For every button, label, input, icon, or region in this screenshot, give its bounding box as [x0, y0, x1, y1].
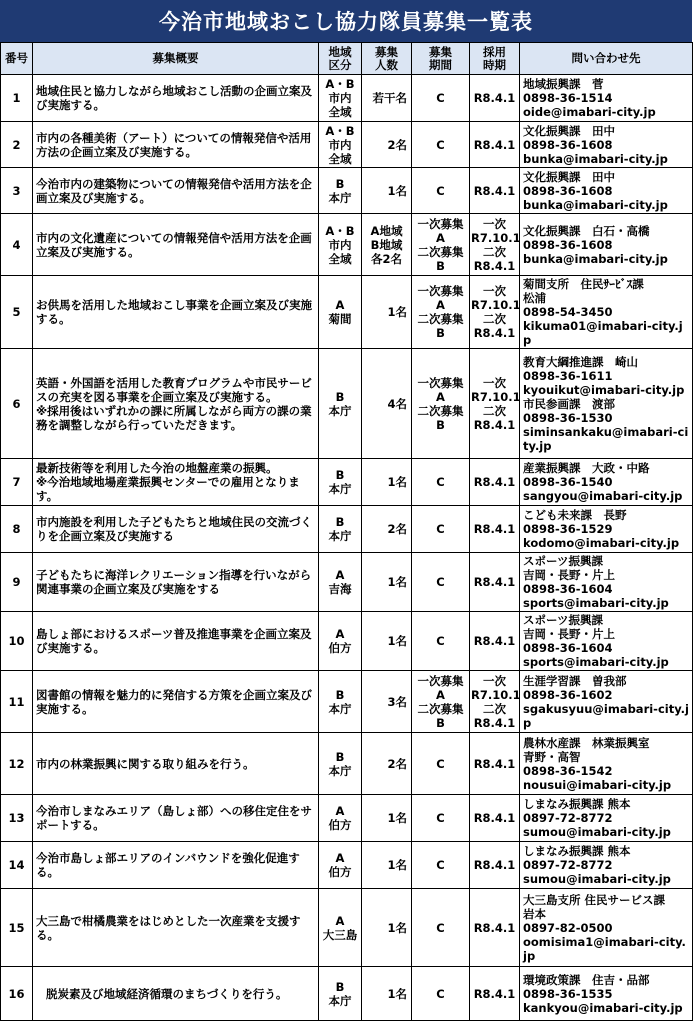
row-hire: R8.4.1 [470, 553, 520, 612]
header-period: 募集 期間 [412, 43, 470, 75]
row-summary: お供馬を活用した地域おこし事業を企画立案及び実施する。 [33, 276, 319, 349]
row-count: 1名 [362, 276, 412, 349]
row-count: 若干名 [362, 75, 412, 122]
row-period: 一次募集 A 二次募集 B [412, 214, 470, 276]
header-contact: 問い合わせ先 [520, 43, 693, 75]
row-contact: 大三島支所 住民サービス課 岩本 0897-82-0500 oomisima1@imabari-city.jp [520, 889, 693, 967]
row-summary: 脱炭素及び地域経済循環のまちづくりを行う。 [33, 967, 319, 1021]
row-region: B 本庁 [319, 349, 362, 459]
table-row [1, 889, 693, 967]
row-hire: R8.4.1 [470, 842, 520, 889]
row-region: A・B 市内 全域 [319, 214, 362, 276]
row-hire: R8.4.1 [470, 75, 520, 122]
row-region: B 本庁 [319, 459, 362, 506]
row-count: 1名 [362, 967, 412, 1021]
row-summary: 今治市島しょ部エリアのインバウンドを強化促進する。 [33, 842, 319, 889]
row-hire: 一次 R7.10.1 二次 R8.4.1 [470, 349, 520, 459]
row-contact: 地域振興課 菅 0898-36-1514 oide@imabari-city.jp [520, 75, 693, 122]
header-no: 番号 [1, 43, 33, 75]
row-region: A・B 市内 全域 [319, 75, 362, 122]
row-summary: 市内の文化遺産についての情報発信や活用方法を企画立案及び実施する。 [33, 214, 319, 276]
row-period: C [412, 168, 470, 214]
header-hire: 採用 時期 [470, 43, 520, 75]
row-summary: 今治市内の建築物についての情報発信や活用方法を企画立案及び実施する。 [33, 168, 319, 214]
row-region: A 伯方 [319, 795, 362, 842]
table-row [1, 459, 693, 506]
row-number: 4 [1, 214, 33, 276]
row-period: C [412, 506, 470, 553]
row-number: 15 [1, 889, 33, 967]
row-number: 16 [1, 967, 33, 1021]
row-region: A 伯方 [319, 612, 362, 671]
row-region: B 本庁 [319, 671, 362, 733]
row-region: B 本庁 [319, 168, 362, 214]
table-header-row [1, 43, 693, 75]
row-period: C [412, 75, 470, 122]
row-summary: 市内施設を利用した子どもたちと地域住民の交流づくりを企画立案及び実施する [33, 506, 319, 553]
row-region: B 本庁 [319, 967, 362, 1021]
row-hire: R8.4.1 [470, 506, 520, 553]
row-number: 1 [1, 75, 33, 122]
row-contact: 文化振興課 田中 0898-36-1608 bunka@imabari-city.jp [520, 168, 693, 214]
table-row [1, 506, 693, 553]
row-count: 3名 [362, 671, 412, 733]
row-count: 2名 [362, 122, 412, 168]
row-contact: 文化振興課 田中 0898-36-1608 bunka@imabari-city.jp [520, 122, 693, 168]
row-period: 一次募集 A 二次募集 B [412, 276, 470, 349]
row-hire: R8.4.1 [470, 889, 520, 967]
row-period: C [412, 733, 470, 795]
row-contact: こども未来課 長野 0898-36-1529 kodomo@imabari-city.jp [520, 506, 693, 553]
row-number: 3 [1, 168, 33, 214]
row-count: 1名 [362, 889, 412, 967]
row-period: C [412, 459, 470, 506]
row-hire: R8.4.1 [470, 733, 520, 795]
table-row [1, 349, 693, 459]
header-region: 地域 区分 [319, 43, 362, 75]
row-summary: 子どもたちに海洋レクリエーション指導を行いながら関連事業の企画立案及び実施をする [33, 553, 319, 612]
row-period: C [412, 842, 470, 889]
row-hire: 一次 R7.10.1 二次 R8.4.1 [470, 671, 520, 733]
row-contact: 産業振興課 大政・中路 0898-36-1540 sangyou@imabari-city.jp [520, 459, 693, 506]
table-row [1, 671, 693, 733]
row-contact: 農林水産課 林業振興室 青野・高智 0898-36-1542 nousui@imabari-city.jp [520, 733, 693, 795]
row-count: 1名 [362, 612, 412, 671]
row-number: 14 [1, 842, 33, 889]
row-number: 8 [1, 506, 33, 553]
page-title: 今治市地域おこし協力隊員募集一覧表 [0, 0, 692, 42]
row-region: A・B 市内 全域 [319, 122, 362, 168]
row-number: 5 [1, 276, 33, 349]
row-summary: 市内の林業振興に関する取り組みを行う。 [33, 733, 319, 795]
row-period: C [412, 889, 470, 967]
row-hire: R8.4.1 [470, 122, 520, 168]
row-count: 1名 [362, 459, 412, 506]
row-summary: 市内の各種美術（アート）についての情報発信や活用方法の企画立案及び実施する。 [33, 122, 319, 168]
row-number: 6 [1, 349, 33, 459]
row-period: 一次募集 A 二次募集 B [412, 349, 470, 459]
row-count: 4名 [362, 349, 412, 459]
row-summary: 最新技術等を利用した今治の地盤産業の振興。 ※今治地域地場産業振興センターでの雇用となります。 [33, 459, 319, 506]
row-count: 1名 [362, 553, 412, 612]
row-hire: R8.4.1 [470, 459, 520, 506]
row-number: 10 [1, 612, 33, 671]
row-region: A 吉海 [319, 553, 362, 612]
row-summary: 英語・外国語を活用した教育プログラムや市民サービスの充実を図る事業を企画立案及び実施する。 ※採用後はいずれかの課に所属しながら両方の課の業務を調整しながら行っていただきます。 [33, 349, 319, 459]
row-contact: 教育大綱推進課 崎山 0898-36-1611 kyouikut@imabari-city.jp 市民参画課 渡部 0898-36-1530 siminsankaku@imabari-city.jp [520, 349, 693, 459]
table-row [1, 168, 693, 214]
row-number: 12 [1, 733, 33, 795]
row-contact: スポーツ振興課 吉岡・長野・片上 0898-36-1604 sports@imabari-city.jp [520, 612, 693, 671]
row-number: 9 [1, 553, 33, 612]
table-row [1, 75, 693, 122]
table-row [1, 967, 693, 1021]
table-row [1, 122, 693, 168]
header-count: 募集 人数 [362, 43, 412, 75]
row-count: 1名 [362, 795, 412, 842]
row-hire: R8.4.1 [470, 967, 520, 1021]
row-count: A地域 B地域 各2名 [362, 214, 412, 276]
row-summary: 島しょ部におけるスポーツ普及推進事業を企画立案及び実施する。 [33, 612, 319, 671]
row-contact: しまなみ振興課 熊本 0897-72-8772 sumou@imabari-city.jp [520, 795, 693, 842]
row-period: 一次募集 A 二次募集 B [412, 671, 470, 733]
table-row [1, 842, 693, 889]
row-region: B 本庁 [319, 506, 362, 553]
row-period: C [412, 967, 470, 1021]
table-row [1, 276, 693, 349]
header-summary: 募集概要 [33, 43, 319, 75]
row-region: A 伯方 [319, 842, 362, 889]
row-contact: スポーツ振興課 吉岡・長野・片上 0898-36-1604 sports@imabari-city.jp [520, 553, 693, 612]
row-summary: 図書館の情報を魅力的に発信する方策を企画立案及び実施する。 [33, 671, 319, 733]
row-region: A 大三島 [319, 889, 362, 967]
table-row [1, 733, 693, 795]
row-hire: 一次 R7.10.1 二次 R8.4.1 [470, 276, 520, 349]
table-row [1, 795, 693, 842]
table-row [1, 612, 693, 671]
row-period: C [412, 795, 470, 842]
row-count: 2名 [362, 506, 412, 553]
row-period: C [412, 122, 470, 168]
row-count: 2名 [362, 733, 412, 795]
row-region: A 菊間 [319, 276, 362, 349]
table-row [1, 214, 693, 276]
row-summary: 地域住民と協力しながら地域おこし活動の企画立案及び実施する。 [33, 75, 319, 122]
row-contact: 生涯学習課 曽我部 0898-36-1602 sgakusyuu@imabari-city.jp [520, 671, 693, 733]
row-summary: 大三島で柑橘農業をはじめとした一次産業を支援する。 [33, 889, 319, 967]
row-region: B 本庁 [319, 733, 362, 795]
row-count: 1名 [362, 168, 412, 214]
row-contact: 菊間支所 住民ｻｰﾋﾞｽ課 松浦 0898-54-3450 kikuma01@imabari-city.jp [520, 276, 693, 349]
row-contact: しまなみ振興課 熊本 0897-72-8772 sumou@imabari-city.jp [520, 842, 693, 889]
row-hire: R8.4.1 [470, 795, 520, 842]
row-number: 7 [1, 459, 33, 506]
row-contact: 文化振興課 白石・高橋 0898-36-1608 bunka@imabari-city.jp [520, 214, 693, 276]
row-number: 11 [1, 671, 33, 733]
row-contact: 環境政策課 住吉・品部 0898-36-1535 kankyou@imabari-city.jp [520, 967, 693, 1021]
recruitment-table [0, 42, 693, 1021]
row-hire: R8.4.1 [470, 612, 520, 671]
row-period: C [412, 612, 470, 671]
row-count: 1名 [362, 842, 412, 889]
row-period: C [412, 553, 470, 612]
row-number: 13 [1, 795, 33, 842]
row-number: 2 [1, 122, 33, 168]
row-hire: 一次 R7.10.1 二次 R8.4.1 [470, 214, 520, 276]
table-row [1, 553, 693, 612]
row-hire: R8.4.1 [470, 168, 520, 214]
row-summary: 今治市しまなみエリア（島しょ部）への移住定住をサポートする。 [33, 795, 319, 842]
